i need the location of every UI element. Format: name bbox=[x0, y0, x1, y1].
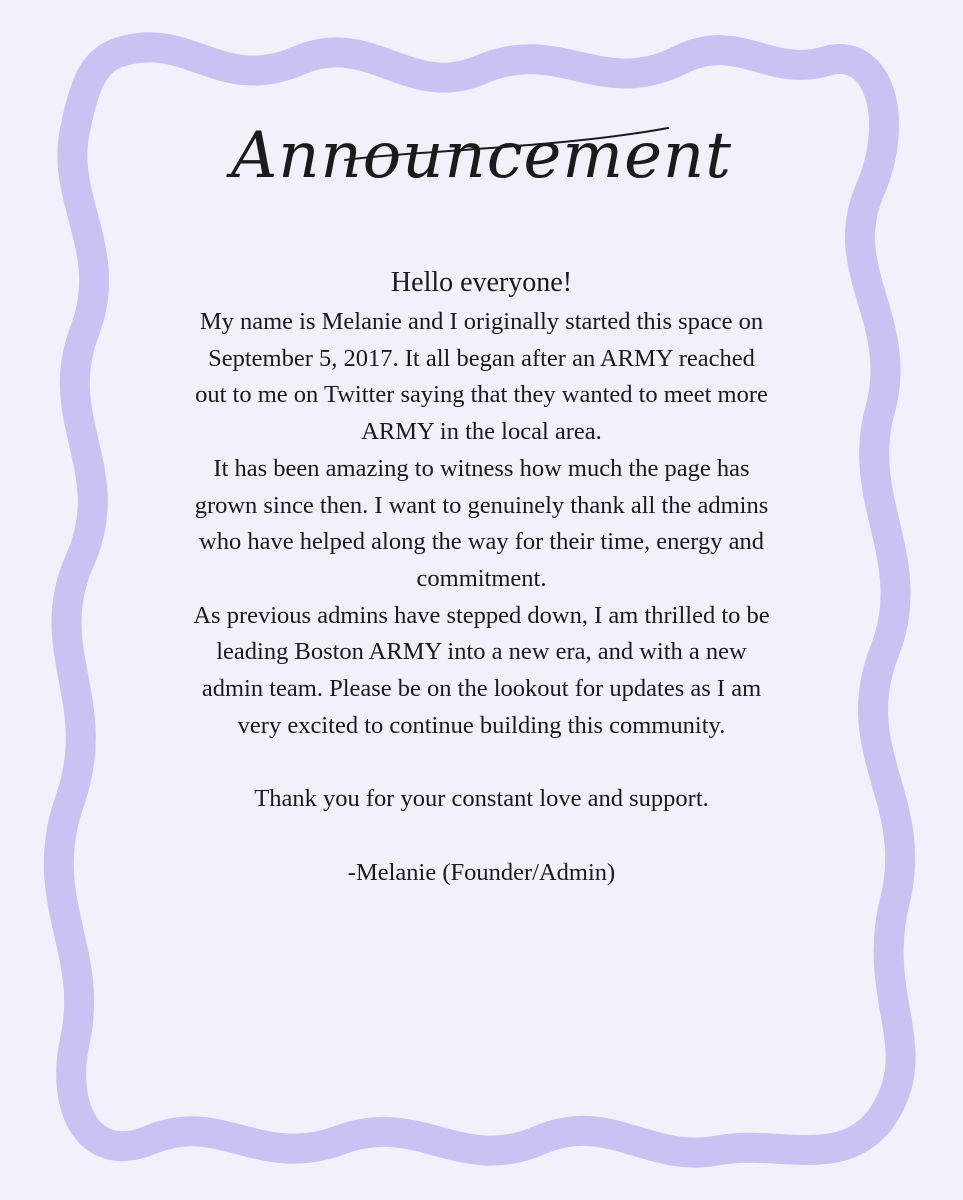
paragraph-growth: It has been amazing to witness how much the page has grown since then. I want to genuinely thank all the admins who have helped along the way for their time, energy and commitment. bbox=[194, 454, 769, 592]
paragraph-future: As previous admins have stepped down, I am thrilled to be leading Boston ARMY into a new era, and with a new admin team. Please be on the lookout for updates as I am very excited to continue building this community. bbox=[193, 601, 770, 739]
signature: -Melanie (Founder/Admin) bbox=[347, 858, 616, 886]
paragraph-intro: My name is Melanie and I originally started this space on September 5, 2017. It all began after an ARMY reached out to me on Twitter saying that they wanted to meet more ARMY in the local area. bbox=[195, 308, 768, 446]
spacer bbox=[190, 744, 773, 781]
announcement-body bbox=[190, 262, 773, 891]
paragraph-thanks: Thank you for your constant love and support. bbox=[254, 785, 709, 813]
announcement-title: Announcement bbox=[231, 119, 732, 193]
greeting: Hello everyone! bbox=[390, 267, 573, 298]
spacer bbox=[190, 818, 773, 855]
